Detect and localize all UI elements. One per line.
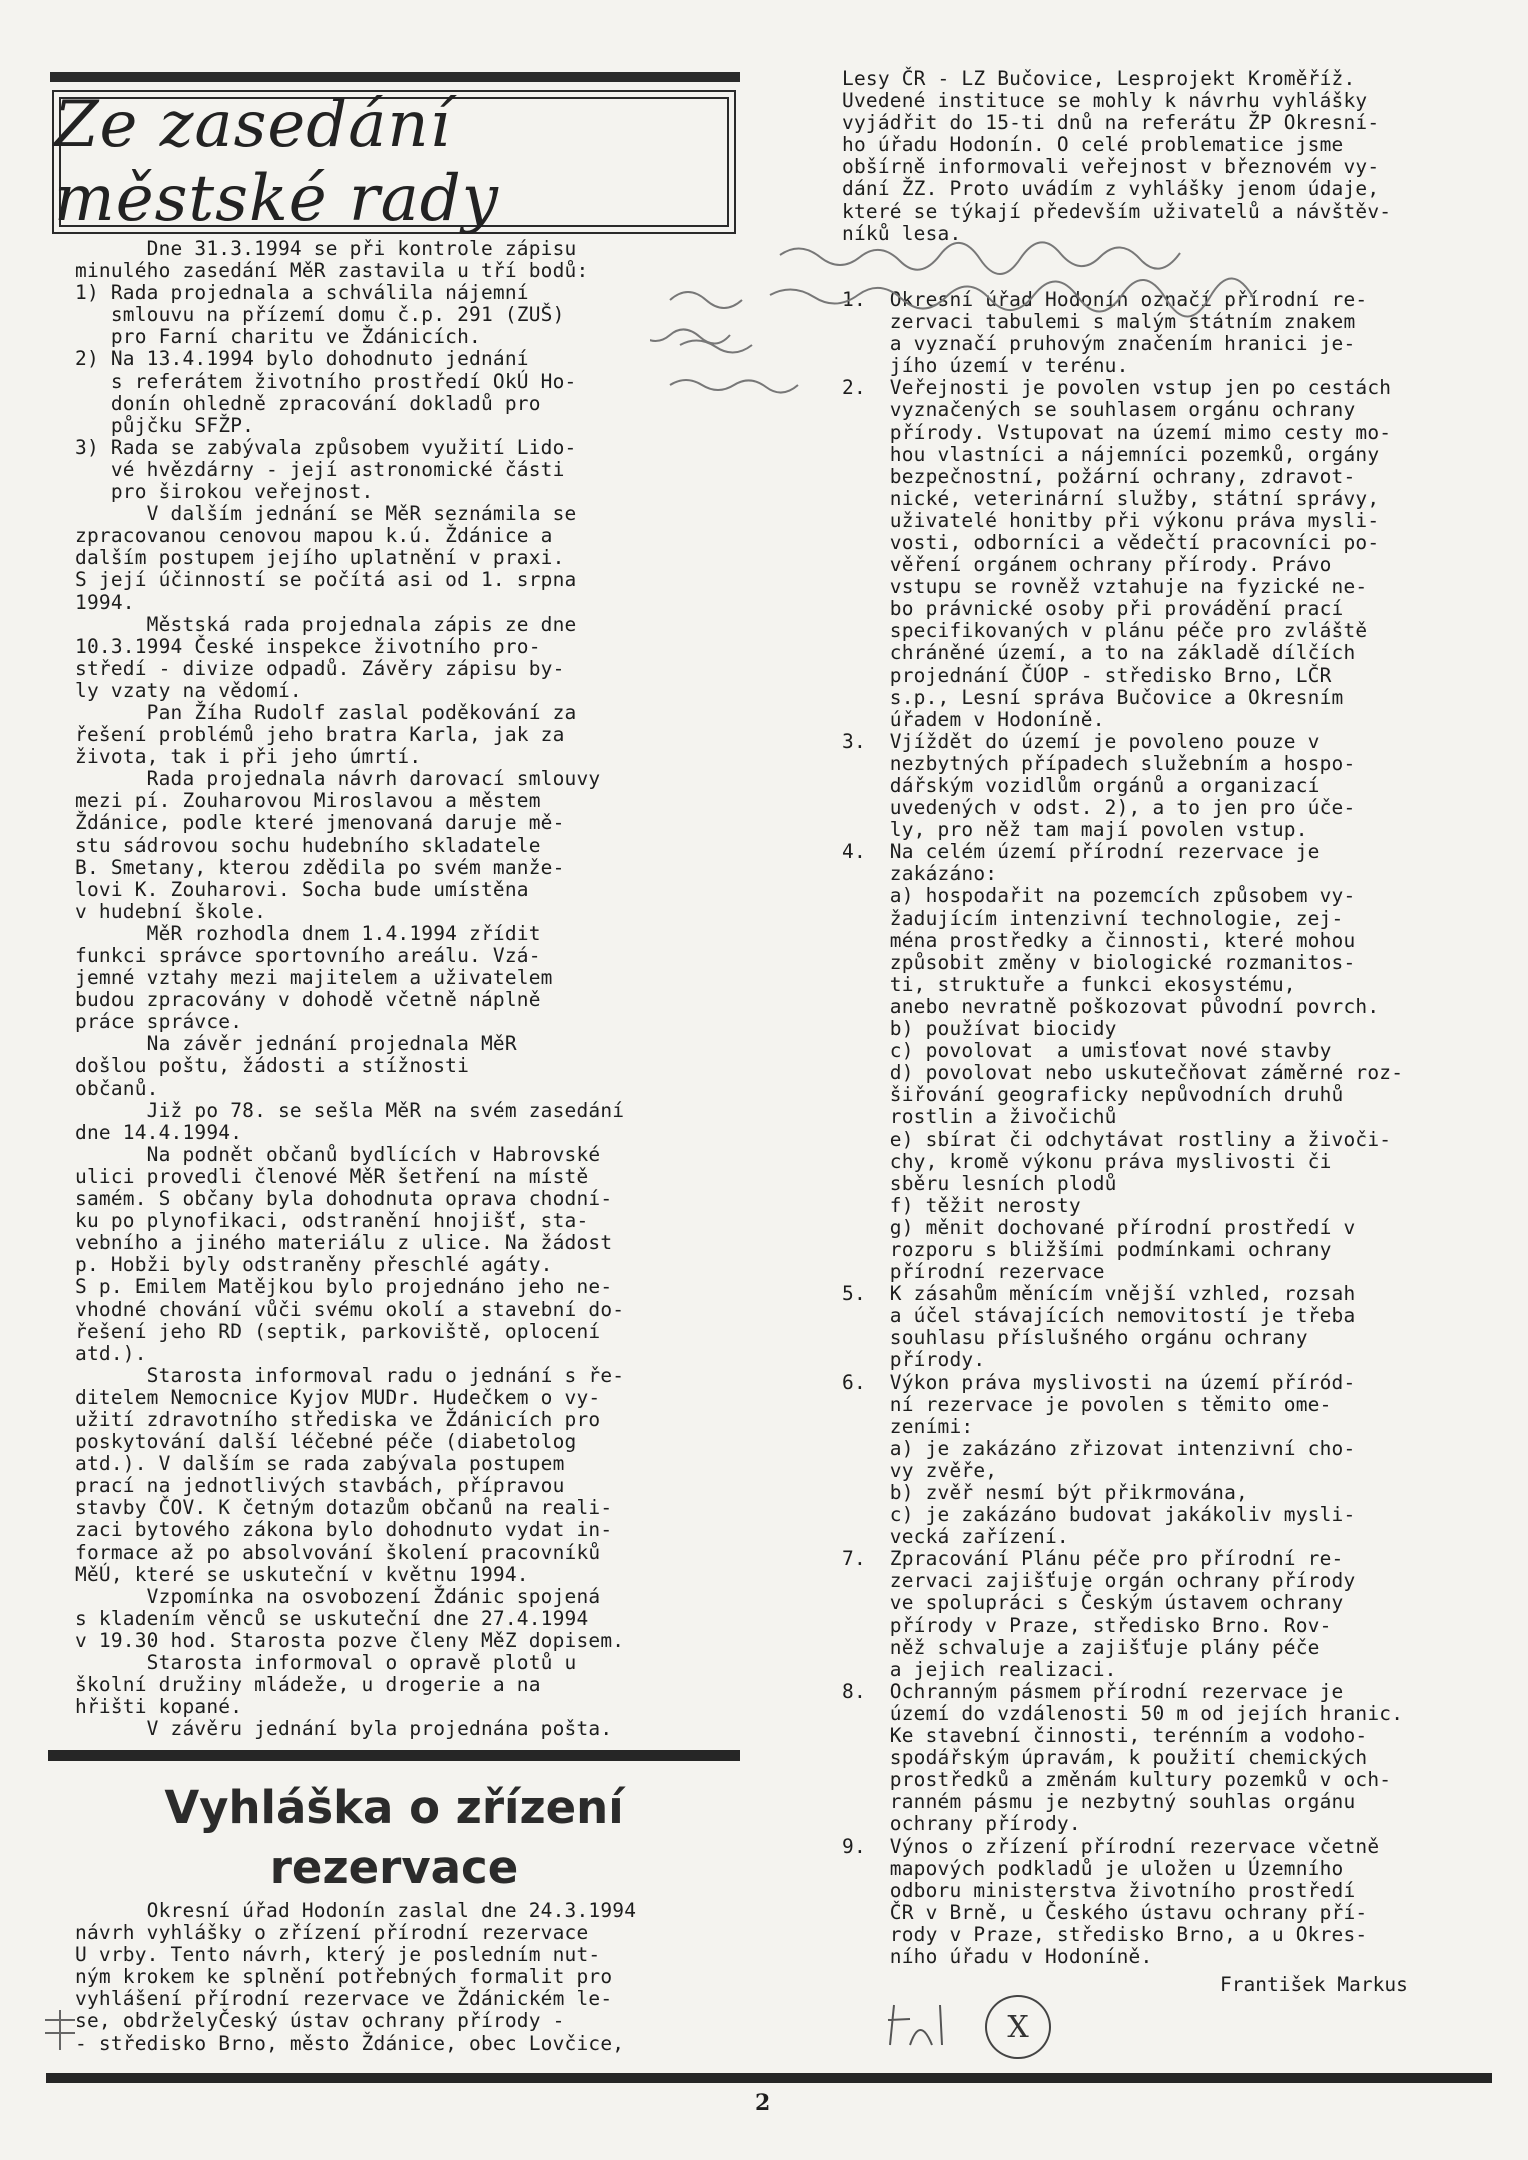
text-line: ly vzaty na vědomí.	[75, 678, 302, 702]
text-line: školní družiny mládeže, u drogerie a na	[75, 1673, 541, 1697]
text-line: chráněné území, a to na základě dílčích	[842, 641, 1356, 665]
text-line: návrh vyhlášky o zřízení přírodní rezervace	[75, 1921, 589, 1945]
text-line: zervaci zajišťuje orgán ochrany přírody	[842, 1569, 1356, 1593]
text-line: V závěru jednání byla projednána pošta.	[75, 1717, 613, 1741]
text-line: g) měnit dochované přírodní prostředí v	[842, 1215, 1356, 1239]
text-line: Okresní úřad Hodonín zaslal dne 24.3.1994	[75, 1899, 637, 1922]
text-line: práce správce.	[75, 1010, 243, 1034]
text-line: prostředků a změnám kultury pozemků v och-	[842, 1768, 1392, 1792]
text-line: ditelem Nemocnice Kyjov MUDr. Hudečkem o vy-	[75, 1385, 601, 1409]
text-line: ranném pásmu je nezbytný souhlas orgánu	[842, 1790, 1356, 1814]
handwritten-initials	[880, 1995, 970, 2055]
text-line: samém. S občany byla dohodnuta oprava chodní-	[75, 1187, 613, 1211]
text-line: věření orgánem ochrany přírody. Právo	[842, 553, 1332, 577]
article2-body-left	[75, 1900, 735, 2055]
text-line: rozporu s bližšími podmínkami ochrany	[842, 1237, 1332, 1261]
text-line: přírodní rezervace	[842, 1260, 1105, 1284]
text-line: ným krokem ke splnění potřebných formalit pro	[75, 1965, 613, 1989]
text-line: žadujícím intenzivní technologie, zej-	[842, 906, 1344, 930]
text-line: života, tak i při jeho úmrtí.	[75, 745, 422, 769]
text-line: vé hvězdárny - její astronomické části	[75, 457, 565, 481]
text-line: které se týkají především uživatelů a návštěv-	[842, 199, 1392, 223]
text-line: přírody.	[842, 1348, 986, 1372]
text-line: se, obdrželyČeský ústav ochrany přírody -	[75, 2009, 565, 2033]
text-line: Ždánice, podle které jmenovaná daruje mě-	[75, 811, 565, 835]
text-line: vstupu se rovněž vztahuje na fyzické ne-	[842, 575, 1368, 599]
text-line: hou vlastníci a nájemníci pozemků, orgány	[842, 442, 1380, 466]
text-line: formace až po absolvování školení pracovníků	[75, 1540, 601, 1564]
text-line: spodářským úpravám, k použití chemických	[842, 1746, 1368, 1770]
text-line: ly, pro něž tam mají povolen vstup.	[842, 818, 1308, 842]
text-line: níků lesa.	[842, 221, 962, 245]
text-line: úřadem v Hodoníně.	[842, 707, 1105, 731]
text-line: zervaci tabulemi s malým státním znakem	[842, 310, 1356, 334]
text-line: pro Farní charitu ve Ždánicích.	[75, 325, 481, 349]
text-line: donín ohledně zpracování dokladů pro	[75, 391, 541, 415]
text-line: s kladením věnců se uskuteční dne 27.4.1994	[75, 1606, 589, 1630]
text-line: 2. Veřejnosti je povolen vstup jen po cestách	[842, 376, 1392, 400]
text-line: Uvedené instituce se mohly k návrhu vyhlášky	[842, 89, 1368, 113]
text-line: dání ŽZ. Proto uvádím z vyhlášky jenom údaje,	[842, 177, 1380, 201]
text-line: B. Smetany, kterou zdědila po svém manže-	[75, 855, 565, 879]
text-line: něž schvaluje a zajišťuje plány péče	[842, 1635, 1320, 1659]
text-line: poskytování další léčebné péče (diabetolog	[75, 1430, 577, 1454]
text-line: dalším postupem jejího uplatnění v praxi.	[75, 546, 565, 570]
text-line: S její účinností se počítá asi od 1. srpna	[75, 568, 577, 592]
text-line: Starosta informoval radu o jednání s ře-	[75, 1363, 625, 1387]
text-line: 3) Rada se zabývala způsobem využití Lido-	[75, 435, 577, 459]
text-line: vhodné chování vůči svému okolí a stavební do-	[75, 1297, 625, 1321]
section-divider	[48, 1750, 740, 1761]
text-line: občanů.	[75, 1076, 159, 1100]
text-line: nické, veterinární služby, státní správy,	[842, 486, 1380, 510]
text-line: 1994.	[75, 590, 135, 614]
text-line: Pan Žíha Rudolf zaslal poděkování za	[75, 700, 577, 724]
handwritten-circled-x: X	[985, 1995, 1051, 2059]
bottom-rule	[46, 2073, 1492, 2083]
text-line: rostlin a živočichů	[842, 1105, 1117, 1129]
text-line: pro širokou veřejnost.	[75, 480, 374, 504]
text-line: stavby ČOV. K četným dotazům občanů na reali-	[75, 1496, 613, 1520]
text-line: p. Hobži byly odstraněny přeschlé agáty.	[75, 1253, 553, 1277]
text-line: odboru ministerstva životního prostředí	[842, 1878, 1356, 1902]
text-line: minulého zasedání MěR zastavila u tří bodů:	[75, 259, 589, 283]
text-line: Lesy ČR - LZ Bučovice, Lesprojekt Kroměříž.	[842, 67, 1356, 90]
text-line: vecká zařízení.	[842, 1525, 1069, 1549]
text-line: 5. K zásahům měnícím vnější vzhled, rozsah	[842, 1282, 1356, 1306]
text-line: ulici provedli členové MěR šetření na místě	[75, 1164, 589, 1188]
text-line: bezpečnostní, požární ochrany, zdravot-	[842, 464, 1356, 488]
text-line: a jejich realizaci.	[842, 1657, 1117, 1681]
text-line: d) povolovat nebo uskutečňovat záměrné roz-	[842, 1061, 1404, 1085]
text-line: mezi pí. Zouharovou Miroslavou a městem	[75, 789, 541, 813]
text-line: řešení jeho RD (septik, parkoviště, oplocení	[75, 1319, 601, 1343]
text-line: b) zvěř nesmí být přikrmována,	[842, 1481, 1248, 1504]
text-line: 1. Okresní úřad Hodonín označí přírodní re-	[842, 287, 1368, 311]
article2-title-line1: Vyhláška o zřízení	[164, 1781, 624, 1834]
text-line: souhlasu příslušného orgánu ochrany	[842, 1326, 1308, 1350]
article2-title	[48, 1778, 740, 1898]
text-line: ní rezervace je povolen s těmito ome-	[842, 1392, 1332, 1416]
text-line: nezbytných případech služebním a hospo-	[842, 751, 1356, 775]
text-line: jemné vztahy mezi majitelem a uživatelem	[75, 966, 553, 990]
text-line: s referátem životního prostředí OkÚ Ho-	[75, 369, 577, 393]
text-line: anebo nevratně poškozovat původní povrch.	[842, 994, 1380, 1018]
text-line: ČR v Brně, u Českého ústavu ochrany pří-	[842, 1900, 1368, 1924]
text-line: přírody v Praze, středisko Brno. Rov-	[842, 1613, 1332, 1637]
text-line: Vzpomínka na osvobození Ždánic spojená	[75, 1584, 601, 1608]
text-line: c) je zakázáno budovat jakákoliv mysli-	[842, 1503, 1356, 1527]
text-line: vyjádřit do 15-ti dnů na referátu ŽP Okresní-	[842, 111, 1380, 135]
text-line: rody v Praze, středisko Brno, a u Okres-	[842, 1922, 1368, 1946]
text-line: 7. Zpracování Plánu péče pro přírodní re-	[842, 1547, 1344, 1571]
text-line: sběru lesních plodů	[842, 1171, 1117, 1195]
article1-title-box	[52, 90, 736, 234]
text-line: a vyznačí pruhovým značením hranici je-	[842, 332, 1356, 356]
text-line: Ke stavební činnosti, terénním a vodoho-	[842, 1724, 1368, 1748]
text-line: e) sbírat či odchytávat rostliny a živoči-	[842, 1127, 1392, 1151]
text-line: uživatelé honitby při výkonu práva mysli-	[842, 508, 1380, 532]
text-line: - středisko Brno, město Ždánice, obec Lovčice,	[75, 2031, 625, 2055]
text-line: ména prostředky a činnosti, které mohou	[842, 928, 1356, 952]
article1-body	[75, 238, 735, 1740]
text-line: Na závěr jednání projednala MěR	[75, 1032, 517, 1056]
text-line: Již po 78. se sešla MěR na svém zasedání	[75, 1098, 625, 1122]
text-line: chy, kromě výkonu práva myslivosti či	[842, 1149, 1332, 1173]
text-line: mapových podkladů je uložen u Územního	[842, 1856, 1344, 1880]
page-number: 2	[755, 2090, 771, 2116]
text-line: 9. Výnos o zřízení přírodní rezervace včetně	[842, 1834, 1380, 1858]
text-line: ve spolupráci s Českým ústavem ochrany	[842, 1591, 1344, 1615]
text-line: 3. Vjíždět do území je povoleno pouze v	[842, 729, 1320, 753]
text-line: budou zpracovány v dohodě včetně náplně	[75, 988, 541, 1012]
text-line: specifikovaných v plánu péče pro zvláště	[842, 619, 1368, 643]
text-line: stu sádrovou sochu hudebního skladatele	[75, 833, 541, 857]
text-line: vyznačených se souhlasem orgánu ochrany	[842, 398, 1356, 422]
text-line: jího území v terénu.	[842, 354, 1129, 378]
text-line: dářským vozidlům orgánů a organizací	[842, 774, 1320, 797]
text-line: lovi K. Zouharovi. Socha bude umístěna	[75, 877, 529, 901]
text-line: s.p., Lesní správa Bučovice a Okresním	[842, 685, 1344, 709]
text-line: šiřování geograficky nepůvodních druhů	[842, 1083, 1344, 1107]
text-line: území do vzdálenosti 50 m od jejích hranic.	[842, 1701, 1404, 1725]
text-line: vebního a jiného materiálu z ulice. Na žádost	[75, 1231, 613, 1255]
text-line: f) těžit nerosty	[842, 1193, 1081, 1217]
text-line: c) povolovat a umisťovat nové stavby	[842, 1039, 1332, 1063]
text-line: uvedených v odst. 2), a to jen pro úče-	[842, 796, 1356, 820]
text-line: zaci bytového zákona bylo dohodnuto vydat in-	[75, 1518, 613, 1542]
text-line: U vrby. Tento návrh, který je posledním nut-	[75, 1943, 601, 1967]
text-line: atd.). V dalším se rada zabývala postupem	[75, 1452, 565, 1476]
text-line: bo právnické osoby při provádění prací	[842, 597, 1344, 621]
text-line: vyhlášení přírodní rezervace ve Ždánickém le-	[75, 1987, 613, 2011]
text-line: MěR rozhodla dnem 1.4.1994 zřídit	[75, 921, 541, 945]
text-line: způsobit změny v biologické rozmanitos-	[842, 950, 1356, 974]
text-line: došlou poštu, žádosti a stížnosti	[75, 1054, 470, 1078]
text-line: 4. Na celém území přírodní rezervace je	[842, 840, 1320, 864]
text-line: ního úřadu v Hodoníně.	[842, 1944, 1153, 1968]
text-line: a účel stávajících nemovitostí je třeba	[842, 1304, 1356, 1328]
text-line: ochrany přírody.	[842, 1812, 1081, 1836]
text-line: zakázáno:	[842, 862, 998, 886]
text-line: středí - divize odpadů. Závěry zápisu by-	[75, 656, 565, 680]
text-line: projednání ČÚOP - středisko Brno, LČR	[842, 663, 1332, 687]
text-line: atd.).	[75, 1341, 147, 1365]
text-line: zeními:	[842, 1414, 974, 1438]
text-line: obšírně informovali veřejnost v březnovém vy-	[842, 155, 1380, 179]
text-line: Rada projednala návrh darovací smlouvy	[75, 767, 601, 791]
text-line: Starosta informoval o opravě plotů u	[75, 1651, 577, 1674]
text-line: funkci správce sportovního areálu. Vzá-	[75, 944, 541, 967]
text-line: V dalším jednání se MěR seznámila se	[75, 502, 577, 526]
text-line: S p. Emilem Matějkou bylo projednáno jeho ne-	[75, 1275, 613, 1299]
text-line: vosti, odborníci a vědečtí pracovníci po-	[842, 530, 1380, 554]
text-line: a) je zakázáno zřizovat intenzivní cho-	[842, 1436, 1356, 1460]
text-line: prací na jednotlivých stavbách, přípravou	[75, 1474, 565, 1498]
top-rule	[50, 72, 740, 82]
article2-author: František Markus	[1220, 1973, 1408, 1996]
text-line: přírody. Vstupovat na území mimo cesty mo-	[842, 420, 1392, 444]
text-line: užití zdravotního střediska ve Ždánicích pro	[75, 1407, 601, 1431]
article1-title: Ze zasedání městské rady	[54, 88, 499, 236]
text-line: smlouvu na přízemí domu č.p. 291 (ZUŠ)	[75, 303, 565, 327]
text-line: zpracovanou cenovou mapou k.ú. Ždánice a	[75, 524, 553, 548]
text-line: půjčku SFŽP.	[75, 413, 255, 437]
text-line: v 19.30 hod. Starosta pozve členy MěZ dopisem.	[75, 1628, 625, 1652]
text-line: ku po plynofikaci, odstranění hnojišť, sta-	[75, 1209, 589, 1233]
text-line: řešení problémů jeho bratra Karla, jak za	[75, 723, 565, 747]
text-line: hřišti kopané.	[75, 1695, 243, 1719]
text-line: 10.3.1994 České inspekce životního pro-	[75, 634, 541, 658]
text-line: ho úřadu Hodonín. O celé problematice jsme	[842, 133, 1344, 157]
text-line: vy zvěře,	[842, 1458, 998, 1482]
text-line: Dne 31.3.1994 se při kontrole zápisu	[75, 237, 577, 260]
handwritten-mark-asterisk	[35, 2005, 85, 2055]
text-line: a) hospodařit na pozemcích způsobem vy-	[842, 884, 1356, 908]
text-line: MěÚ, které se uskuteční v květnu 1994.	[75, 1562, 529, 1586]
article2-title-line2: rezervace	[269, 1841, 519, 1894]
text-line: 8. Ochranným pásmem přírodní rezervace je	[842, 1679, 1344, 1703]
text-line: v hudební škole.	[75, 899, 267, 923]
text-line: 6. Výkon práva myslivosti na území příród-	[842, 1370, 1356, 1394]
text-line: dne 14.4.1994.	[75, 1120, 243, 1144]
handwritten-note-scribble	[650, 235, 1510, 425]
text-line: Na podnět občanů bydlících v Habrovské	[75, 1142, 601, 1166]
text-line: ti, struktuře a funkci ekosystému,	[842, 972, 1296, 996]
text-line: 1) Rada projednala a schválila nájemní	[75, 281, 529, 305]
text-line: b) používat biocidy	[842, 1017, 1117, 1041]
text-line: 2) Na 13.4.1994 bylo dohodnuto jednání	[75, 347, 529, 371]
text-line: Městská rada projednala zápis ze dne	[75, 612, 577, 636]
